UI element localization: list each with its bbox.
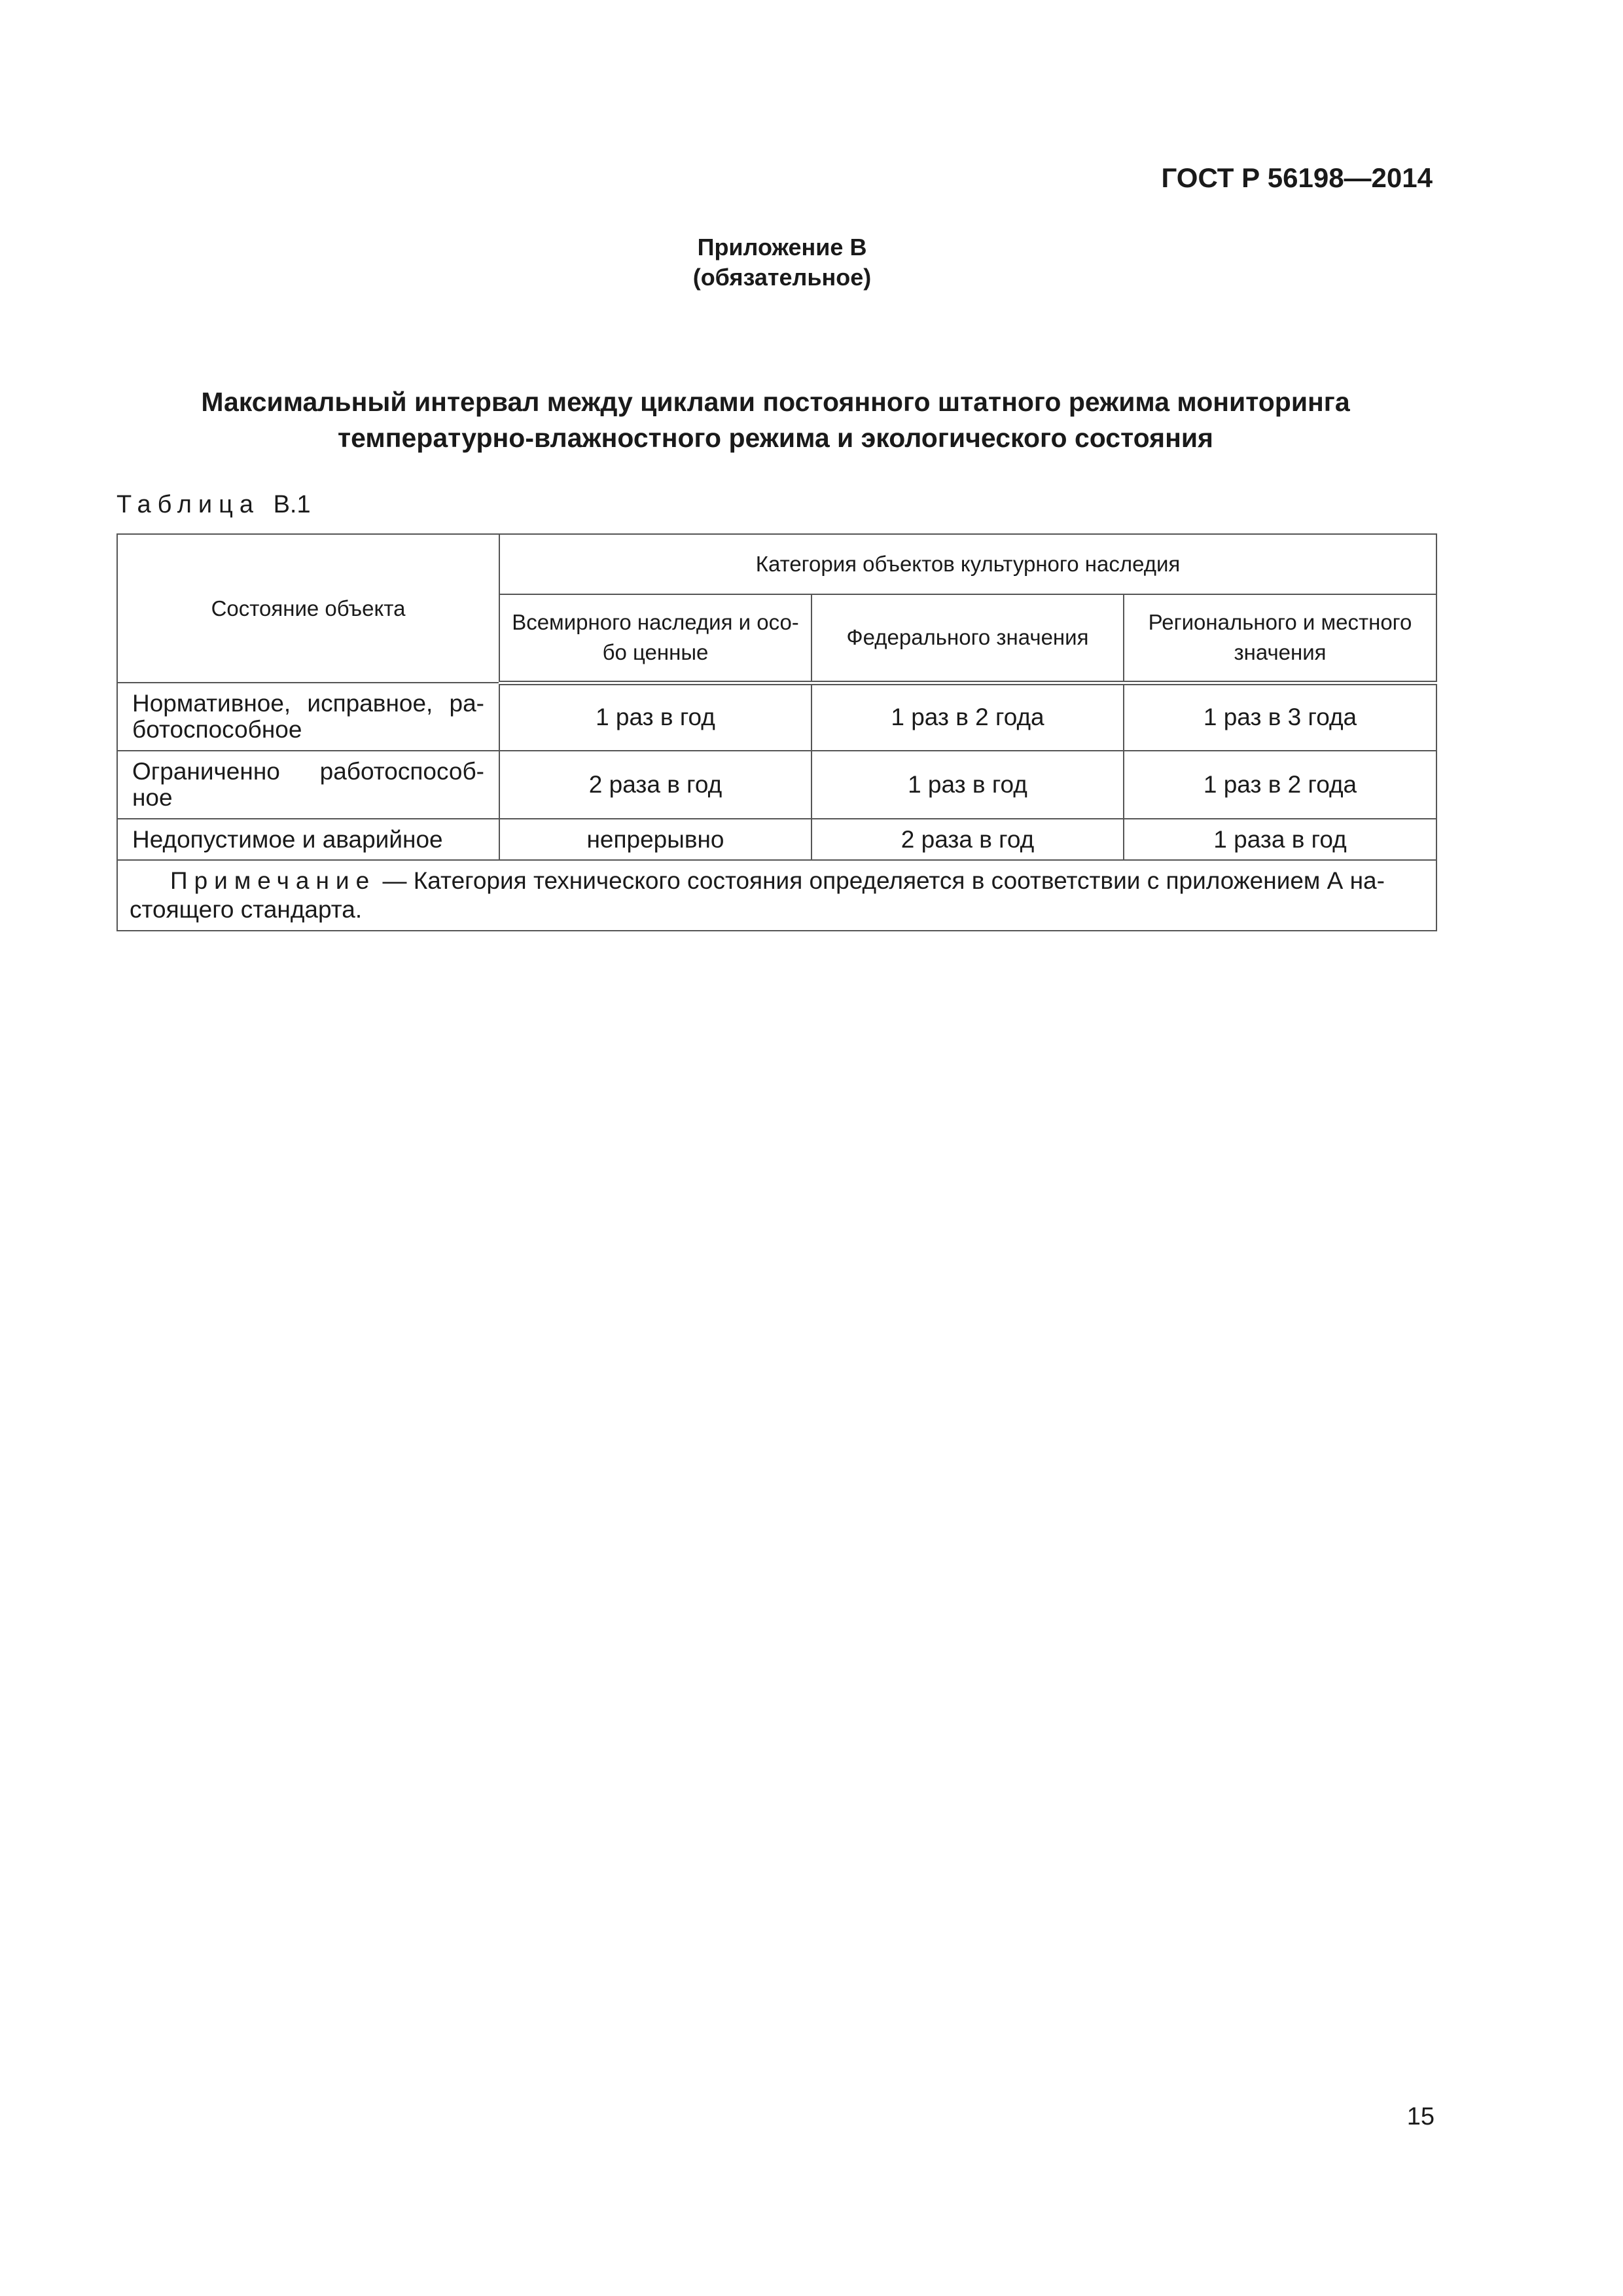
table-caption-number: В.1 <box>273 491 311 518</box>
table-caption-label: Таблица <box>116 491 260 518</box>
table-note <box>117 860 1436 931</box>
appendix-status: (обязательное) <box>692 264 872 291</box>
row-state-cell: Недопустимое и аварийное <box>117 819 499 860</box>
cell-regional: 1 раз в 2 года <box>1124 751 1436 819</box>
table-note-label: Примечание <box>170 867 376 894</box>
row-state-cell: Ограниченно работоспособ-ное <box>117 751 499 819</box>
cell-federal: 2 раза в год <box>812 819 1124 860</box>
monitoring-interval-table <box>116 533 1437 931</box>
cell-federal: 1 раз в 2 года <box>812 683 1124 751</box>
table-row <box>117 683 1436 751</box>
document-title-line-1: Максимальный интервал между циклами постоянного штатного режима мониторинга <box>201 387 1350 417</box>
column-header-state: Состояние объекта <box>117 534 499 683</box>
page-number: 15 <box>1406 2103 1435 2130</box>
column-header-world: Всемирного наследия и осо-бо ценные <box>499 594 812 683</box>
standard-code: ГОСТ Р 56198—2014 <box>1161 162 1433 193</box>
appendix-heading <box>0 232 1564 293</box>
cell-federal: 1 раз в год <box>812 751 1124 819</box>
table-row <box>117 819 1436 860</box>
table-note-text: — Категория технического состояния определяется в соответствии с приложением А на-стоящего стандарта. <box>130 867 1385 923</box>
cell-world: 2 раза в год <box>499 751 812 819</box>
column-header-regional: Регионального и местного значения <box>1124 594 1436 683</box>
cell-world: 1 раз в год <box>499 683 812 751</box>
table-caption <box>116 491 311 519</box>
cell-regional: 1 раза в год <box>1124 819 1436 860</box>
row-state-cell: Нормативное, исправное, ра-ботоспособное <box>117 683 499 751</box>
document-title-line-2: температурно-влажностного режима и экологического состояния <box>338 423 1213 453</box>
cell-world: непрерывно <box>499 819 812 860</box>
column-header-federal: Федерального значения <box>812 594 1124 683</box>
cell-regional: 1 раз в 3 года <box>1124 683 1436 751</box>
table-row <box>117 751 1436 819</box>
appendix-title: Приложение В <box>697 234 867 260</box>
column-group-header-category: Категория объектов культурного наследия <box>499 534 1436 594</box>
document-title <box>157 384 1394 456</box>
